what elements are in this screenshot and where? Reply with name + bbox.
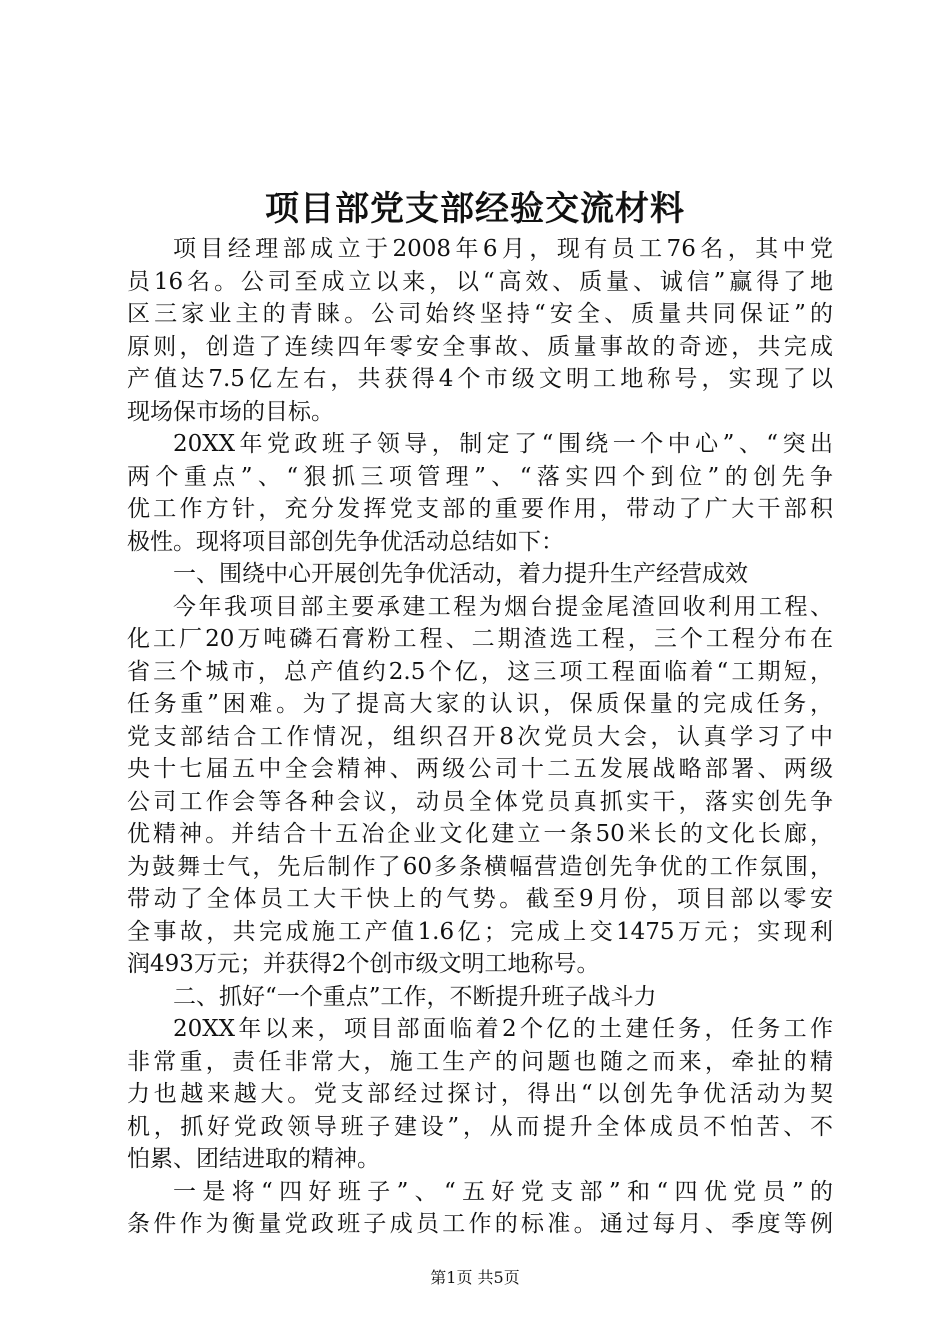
text-line: 机，抓好党政领导班子建设”，从而提升全体成员不怕苦、不 — [127, 1113, 833, 1140]
text-line: 优工作方针，充分发挥党支部的重要作用，带动了广大干部积 — [127, 496, 833, 522]
section-heading: 一、围绕中心开展创先争优活动，着力提升生产经营成效 — [173, 561, 748, 587]
text-line: 项目经理部成立于2008年6月，现有员工76名，其中党 — [173, 236, 833, 262]
text-line: 怕累、团结进取的精神。 — [127, 1146, 380, 1172]
text-line: 为鼓舞士气，先后制作了60多条横幅营造创先争优的工作氛围， — [127, 853, 833, 880]
text-line: 今年我项目部主要承建工程为烟台提金尾渣回收利用工程、 — [173, 593, 833, 620]
text-line: 润493万元；并获得2个创市级文明工地称号。 — [127, 951, 600, 977]
text-line: 20XX年以来，项目部面临着2个亿的土建任务，任务工作 — [173, 1016, 833, 1042]
text-line: 化工厂20万吨磷石膏粉工程、二期渣选工程，三个工程分布在 — [127, 626, 833, 652]
text-line: 力也越来越大。党支部经过探讨，得出“以创先争优活动为契 — [127, 1081, 833, 1107]
text-line: 20XX年党政班子领导，制定了“围绕一个中心”、“突出 — [173, 431, 833, 457]
text-line: 一是将“四好班子”、“五好党支部”和“四优党员”的 — [173, 1178, 833, 1205]
text-line: 优精神。并结合十五冶企业文化建立一条50米长的文化长廊， — [127, 821, 833, 847]
text-line: 非常重，责任非常大，施工生产的问题也随之而来，牵扯的精 — [127, 1048, 833, 1075]
text-line: 原则，创造了连续四年零安全事故、质量事故的奇迹，共完成 — [127, 333, 833, 360]
text-line: 公司工作会等各种会议，动员全体党员真抓实干，落实创先争 — [127, 788, 833, 815]
text-line: 现场保市场的目标。 — [127, 398, 334, 425]
page-number: 第1页 共5页 — [430, 1268, 520, 1287]
text-line: 央十七届五中全会精神、两级公司十二五发展战略部署、两级 — [127, 756, 833, 782]
text-line: 任务重”困难。为了提高大家的认识，保质保量的完成任务， — [127, 691, 833, 717]
section-heading: 二、抓好“一个重点”工作，不断提升班子战斗力 — [173, 983, 657, 1010]
text-line: 极性。现将项目部创先争优活动总结如下： — [127, 528, 564, 555]
text-line: 条件作为衡量党政班子成员工作的标准。通过每月、季度等例 — [127, 1211, 833, 1237]
text-line: 全事故，共完成施工产值1.6亿；完成上交1475万元；实现利 — [127, 918, 833, 945]
text-line: 党支部结合工作情况，组织召开8次党员大会，认真学习了中 — [127, 723, 833, 750]
text-line: 区三家业主的青睐。公司始终坚持“安全、质量共同保证”的 — [127, 301, 833, 327]
document-body — [127, 233, 833, 1241]
text-line: 两个重点”、“狠抓三项管理”、“落实四个到位”的创先争 — [127, 463, 833, 490]
text-line: 产值达7.5亿左右，共获得4个市级文明工地称号，实现了以 — [127, 366, 833, 392]
text-line: 省三个城市，总产值约2.5个亿，这三项工程面临着“工期短， — [127, 658, 833, 685]
text-line: 员16名。公司至成立以来，以“高效、质量、诚信”赢得了地 — [127, 268, 833, 295]
text-line: 带动了全体员工大干快上的气势。截至9月份，项目部以零安 — [127, 886, 833, 912]
document-title: 项目部党支部经验交流材料 — [265, 189, 685, 229]
